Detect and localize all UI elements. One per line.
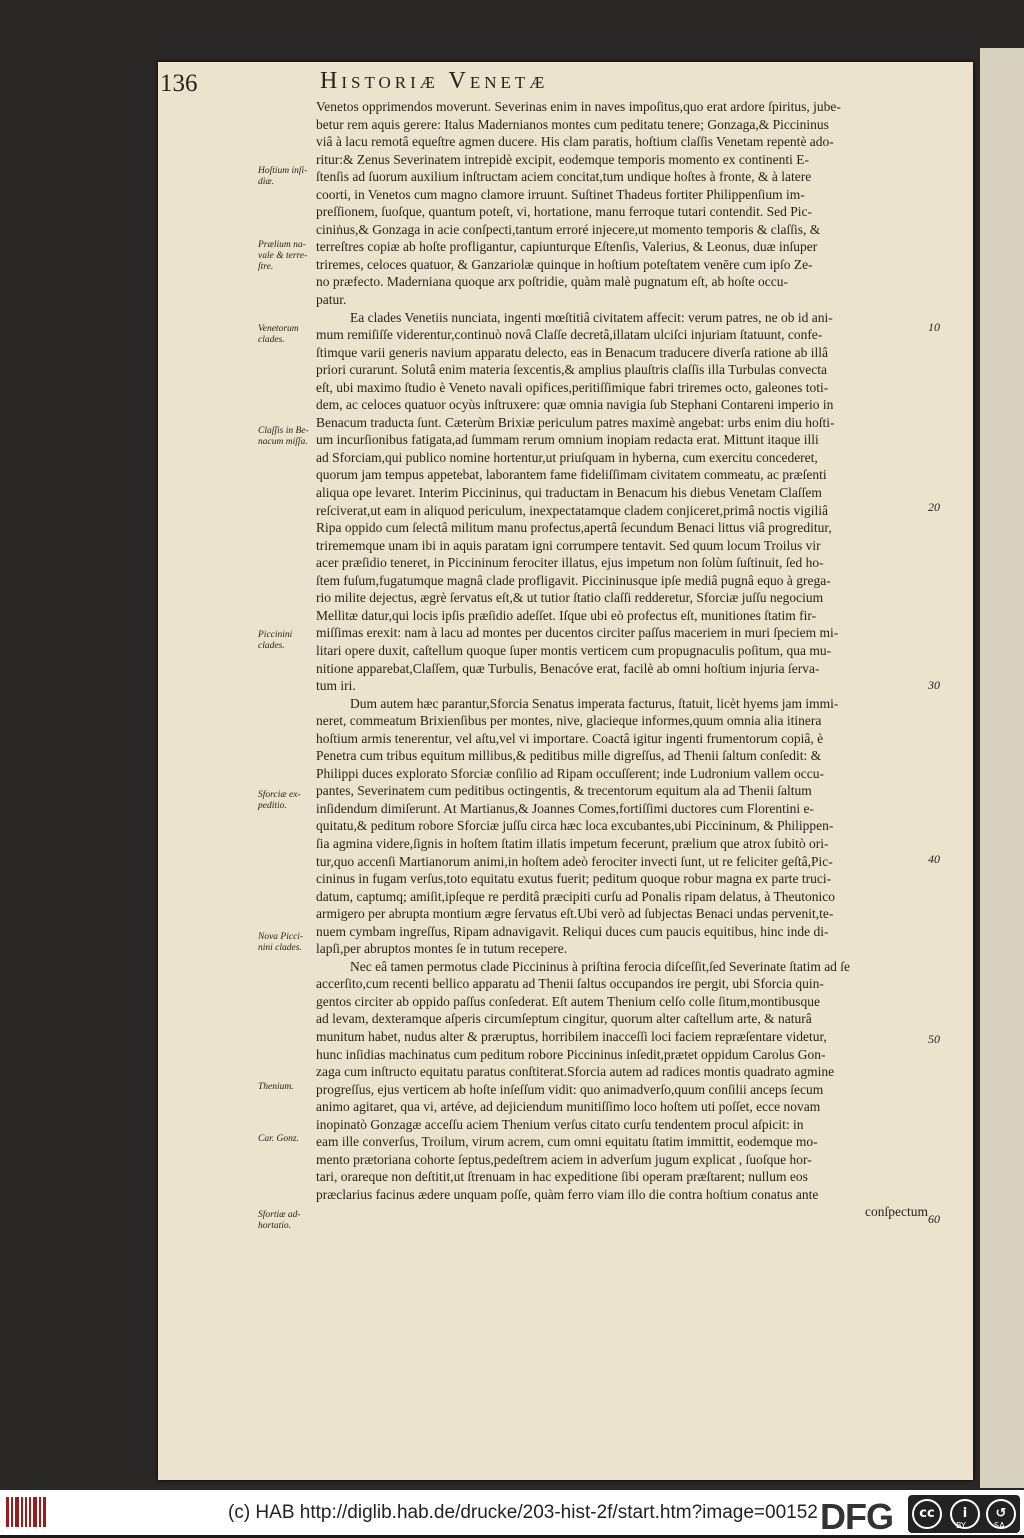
catchword: conſpectum xyxy=(865,1204,928,1220)
line-number: 60 xyxy=(928,1212,940,1226)
paragraph: Nec eâ tamen permotus clade Piccininus à priſtina ferocia diſceſſit,ſed Severinate ſtatim ad ſe accerſito,cum recenti bellico apparatu ad Thenii ſaltus occupandos ire pergit, ubi Sforcia quin- gentos circiter ab oppido paſſus conſederat. Eſt autem Thenium celſo colle ſitum,montibusque ad levam, dexteramque aſperis circumſeptum cingitur, quorum alter caſtellum arte, & naturâ munitum habet, nudus alter & præruptus, horribilem inacceſſi loci faciem repræſentare videtur, hunc inſidias machinatus cum peditum robore Piccininus inſedit,prætet oppidum Carolus Gon- zaga cum inſtructo equitatu paratus conſtiterat.Sforcia autem ad radices montis quadrato agmine progreſſus, ejus verticem ab hoſte inſeſſum vidit: quo animadverſo,quum conſilii anceps ſecum animo agitaret, qua vi, artéve, ad dejiciendum munitiſſimo loco hoſtem uti poſſet, ecce novam inopinatò Gonzagæ acceſſu aciem Thenium verſus citato curſu tendentem procul aſpicit: in eam ille converſus, Troilum, virum acrem, cum omni equitatu ſtatim immittit, eodemque mo- mento prætoriana cohorte ſeptus,pedeſtrem aciem in adverſum jugum explicat , ſuoſque hor- tari, orareque non deſtitit,ut ſtrenuam in hac expeditione ſibi operam præſtarent; nullum eos præclarius facinus ædere unquam poſſe, quàm ferro viam illo die contra hoſtium conatus ante xyxy=(316,958,851,1202)
margin-note: Sfortiæ ad- hortatio. xyxy=(258,1210,301,1231)
line-number: 30 xyxy=(928,678,940,692)
margin-note: Sforciæ ex- peditio. xyxy=(258,790,301,811)
page-body xyxy=(316,98,928,1221)
margin-note: Claſſis in Be- nacum miſſa. xyxy=(258,426,309,447)
cc-icon: cc xyxy=(912,1499,942,1529)
margin-note: Thenium. xyxy=(258,1082,294,1092)
margin-note: Prælium na- vale & terre- ſtre. xyxy=(258,240,308,272)
paragraph: Dum autem hæc parantur,Sforcia Senatus imperata facturus, ſtatuit, licèt hyems jam immi- neret, commeatum Brixienſibus per montes, nive, glacieque informes,quum omnia alia itinera hoſtium armis tenerentur, vel aſtu,vel vi importare. Coactâ igitur ingenti frumentorum copiâ, è Penetra cum tribus equitum millibus,& peditibus mille digreſſus, ad Thenii ſaltum conſedit: & Philippi duces explorato Sforciæ conſilio ad Ripam occuſſerent; inde Ludronium vallem occu- pantes, Severinatem cum peditibus octingentis, & trecentorum equitum ala ad Thenii ſaltum inſidendum dimiſerunt. At Martianus,& Joannes Comes,fortiſſimi ductores cum Florentini e- quitatu,& peditum robore Sforciæ juſſu circa hæc loca excubantes,ubi Piccininum, & Philippen- ſia agmina videre,ſignis in hoſtem ſtatim illatis impetum fecerunt, prælium que atrox ſubitò ori- tur,quo accenſi Martianorum animi,in hoſtem adeò ferociter invecti ſunt, ut re feliciter geſtâ,Pic- cininus in fugam verſus,toto equitatu exutus fuerit; peditum quoque robur magna ex parte truci- datum, captumq; amiſit,ipſeque re perditâ præcipiti curſu ad Ponalis ripam delatus, à Theutonico armigero per abrupta montium ægre ſervatus eſt.Ubi verò ad ſubjectas Benaci undas pervenit,te- nuem cymbam ingreſſus, Ripam adnavigavit. Reliqui duces cum paucis equitibus, hinc inde di- lapſi,per abruptos montes ſe in tutum recepere. xyxy=(316,695,839,957)
page-number: 136 xyxy=(160,70,198,97)
copyright-link[interactable]: (c) HAB http://diglib.hab.de/drucke/203-hist-2f/start.htm?image=00152 xyxy=(228,1502,818,1523)
line-number: 40 xyxy=(928,852,940,866)
line-number: 50 xyxy=(928,1032,940,1046)
sa-icon: ↺ xyxy=(986,1499,1016,1529)
paragraph: Venetos opprimendos moverunt. Severinas enim in naves impoſitus,quo erat ardore ſpiritus, jube- betur rem aquis gerere: Italus Madernianos montes cum peditatu tenere; Gonzaga,& Piccininus viâ à lacu remotâ equeſtre agmen ducere. His clam paratis, hoſtium claſſis Venetam repentè ado- ritur:& Zenus Severinatem intrepidè excipit, eodemque temporis momento ex continenti E- ſtenſis ad ſuorum auxilium inſtructam aciem concitat,tum undique hoſtes à fronte, & à latere coorti, in Venetos cum magno clamore irruunt. Suſtinet Thadeus fortiter Philippenſium im- preſſionem, ſuoſque, quantum poteſt, vi, hortatione, manu ferroque tutari contendit. Sed Pic- ciniṅus,& Gonzaga in acie conſpecti,tantum erroré injecere,ut momento temporis & claſſis, & terreſtres copiæ ab hoſte profligantur, capiunturque Eſtenſis, Valerius, & Leonus, duæ inſuper triremes, celoces quatuor, & Ganzariolæ quinque in hoſtium poteſtatem venēre cum ipſo Ze- no præfecto. Maderniana quoque arx poſtridie, quàm malè pugnatum eſt, ab hoſte occu- patur. xyxy=(316,99,841,308)
hab-barcode-logo xyxy=(6,1497,46,1527)
line-number: 10 xyxy=(928,320,940,334)
margin-note: Piccinini clades. xyxy=(258,630,293,651)
margin-note: Car. Gonz. xyxy=(258,1134,299,1144)
by-label: BY xyxy=(956,1521,966,1530)
sa-label: SA xyxy=(994,1521,1005,1530)
cc-license-badge[interactable] xyxy=(908,1495,1020,1533)
dfg-logo: DFG xyxy=(820,1496,893,1537)
margin-note: Nova Picci- nini clades. xyxy=(258,932,304,953)
paragraph: Ea clades Venetiis nunciata, ingenti mœſtitiâ civitatem affecit: verum patres, ne ob id ani- mum remiſiſſe viderentur,continuò novâ Claſſe decretâ,illatam ulciſci injuriam ſtatuunt, confe- ſtimque varii generis navium apparatu delecto, eas in Benacum traducere diverſa ratione ab illâ priori curarunt. Solutâ enim materia ſexcentis,& amplius plauſtris claſſis illa Turbulas convecta eſt, ubi maximo ſtudio è Veneto navali opifices,peritiſſimique fabri triremes octo, galeones toti- dem, ac celoces quatuor ocyùs inſtruxere: quæ omnia navigia ſub Stephani Contareni imperio in Benacum traducta ſunt. Cæterùm Brixiæ periculum patres maximè angebat: urbs enim diu hoſti- um incurſionibus fatigata,ad ſummam rerum omnium inopiam redacta erat. Mittunt itaque illi ad Sforciam,qui publico nomine hortentur,ut priuſquam in hyberna, cum exercitu concederet, quorum jam tempus appetebat, laborantem fame fideliſſimam civitatem commeatu, ac præſenti aliqua ope levaret. Interim Piccininus, qui traductam in Benacum his diebus Venetam Claſſem reſciverat,ut eam in aliquod periculum, inexpectatamque cladem conjiceret,primâ noctis vigiliâ Ripa oppido cum ſelectâ militum manu profectus,apertâ ſecundum Benaci littus viâ progreditur, trirememque unam ibi in aquis paratam igni corrumpere tentavit. Sed quum locum Troilus vir acer præſidio teneret, in Piccininum ferociter illatus, ejus impetum non ſolùm ſuſtinuit, ſed ho- ſtem fuſum,fugatumque magnâ clade profligavit. Piccininusque ipſe mediâ pugnâ equo à grega- rio milite dejectus, ægrè ſervatus eſt,& ut tutior ſtatio claſſi redderetur, Sforciæ juſſu negocium Mellitæ datur,qui locis ipſis præſidio adeſſet. Iſque ubi eò profectus eſt, munitiones ſtatim fir- miſſimas erexit: nam à lacu ad montes per ducentos circiter paſſus maceriem in muri ſpeciem mi- litari opere duxit, caſtellum quoque ſuper montis verticem cum propugnaculis poſitum, qua mu- nitione apparebat,Claſſem, quæ Turbulis, Benacóve erat, facilè ab omni hoſtium injuria ſerva- tum iri. xyxy=(316,309,839,694)
margin-note: Venetorum clades. xyxy=(258,324,299,345)
by-icon: i xyxy=(950,1499,980,1529)
margin-note: Hoſtium inſi- diæ. xyxy=(258,166,308,187)
line-number: 20 xyxy=(928,500,940,514)
facing-page-edge xyxy=(980,48,1024,1488)
running-head: Historiæ Venetæ xyxy=(320,68,549,94)
